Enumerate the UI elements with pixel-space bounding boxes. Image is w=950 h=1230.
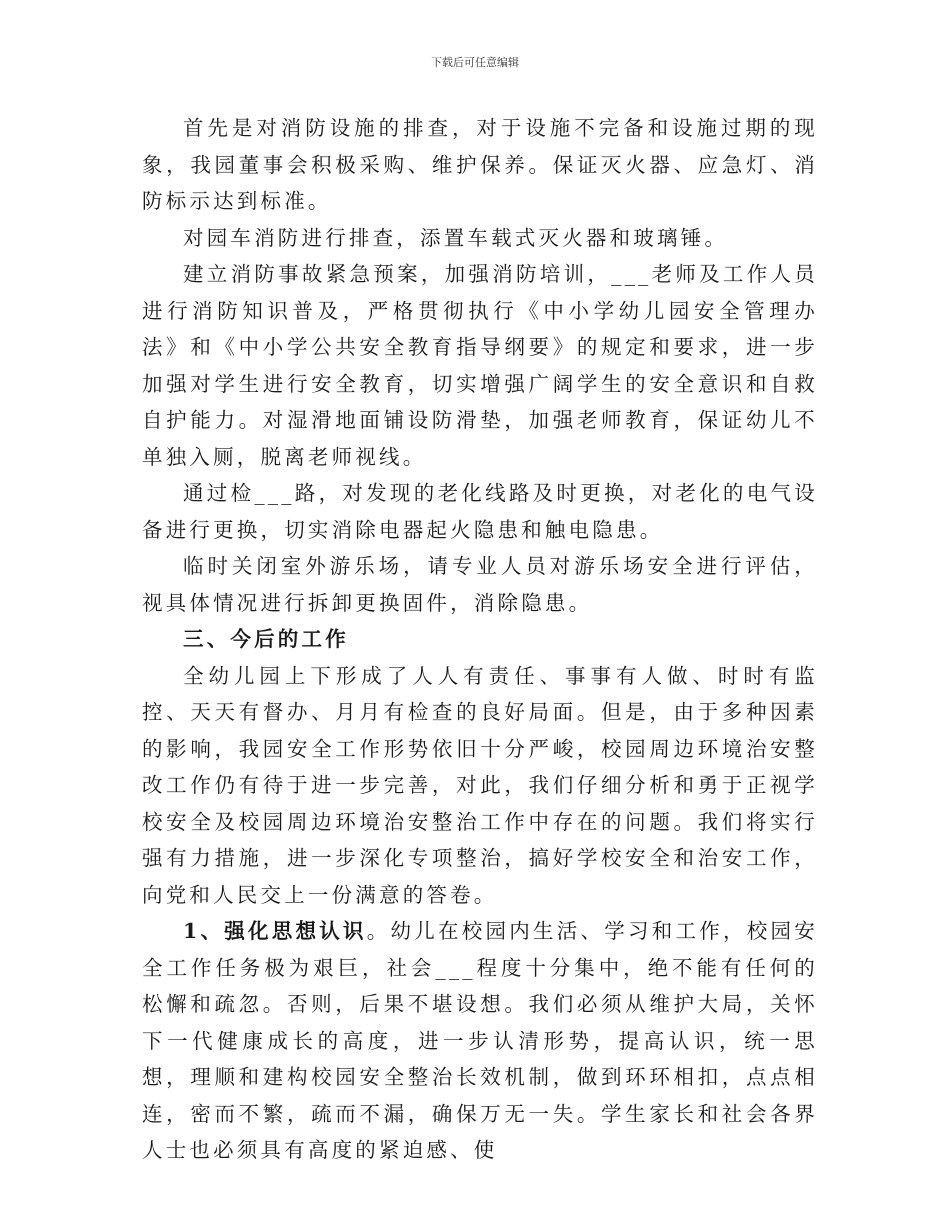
paragraph-bus-fire-check: 对园车消防进行排查，添置车载式灭火器和玻璃锤。 xyxy=(183,225,729,250)
item-1-lead: 1、强化思想认识 xyxy=(183,919,367,943)
paragraph-wiring-check: 通过检___路，对发现的老化线路及时更换，对老化的电气设备进行更换，切实消除电器起火隐患和触电隐患。 xyxy=(142,481,818,542)
paragraph-playground: 临时关闭室外游乐场，请专业人员对游乐场安全进行评估，视具体情况进行拆卸更换固件，消除隐患。 xyxy=(142,554,818,615)
section-heading: 三、今后的工作 xyxy=(183,627,349,651)
paragraph-item-1 xyxy=(142,913,818,1169)
paragraph-fire-facilities: 首先是对消防设施的排查，对于设施不完备和设施过期的现象，我园董事会积极采购、维护保养。保证灭火器、应急灯、消防标示达到标准。 xyxy=(142,116,818,213)
page-header: 下载后可任意编辑 xyxy=(431,56,519,69)
document-body xyxy=(142,110,818,1169)
paragraph-emergency-plan: 建立消防事故紧急预案，加强消防培训，___老师及工作人员进行消防知识普及，严格贯彻执行《中小学幼儿园安全管理办法》和《中小学公共安全教育指导纲要》的规定和要求，进一步加强对学生进行安全教育，切实增强广阔学生的安全意识和自救自护能力。对湿滑地面铺设防滑垫，加强老师教育，保证幼儿不单独入厕，脱离老师视线。 xyxy=(142,262,818,469)
paragraph-future-work: 全幼儿园上下形成了人人有责任、事事有人做、时时有监控、天天有督办、月月有检查的良好局面。但是，由于多种因素的影响，我园安全工作形势依旧十分严峻，校园周边环境治安整改工作仍有待于进一步完善，对此，我们仔细分析和勇于正视学校安全及校园周边环境治安整治工作中存在的问题。我们将实行强有力措施，进一步深化专项整治，搞好学校安全和治安工作，向党和人民交上一份满意的答卷。 xyxy=(142,663,818,907)
item-1-text: 。幼儿在校园内生活、学习和工作，校园安全工作任务极为艰巨，社会___程度十分集中，绝不能有任何的松懈和疏忽。否则，后果不堪设想。我们必须从维护大局，关怀下一代健康成长的高度，进一步认清形势，提高认识，统一思想，理顺和建构校园安全整治长效机制，做到环环相扣，点点相连，密而不繁，疏而不漏，确保万无一失。学生家长和社会各界人士也必须具有高度的紧迫感、使 xyxy=(142,919,818,1162)
